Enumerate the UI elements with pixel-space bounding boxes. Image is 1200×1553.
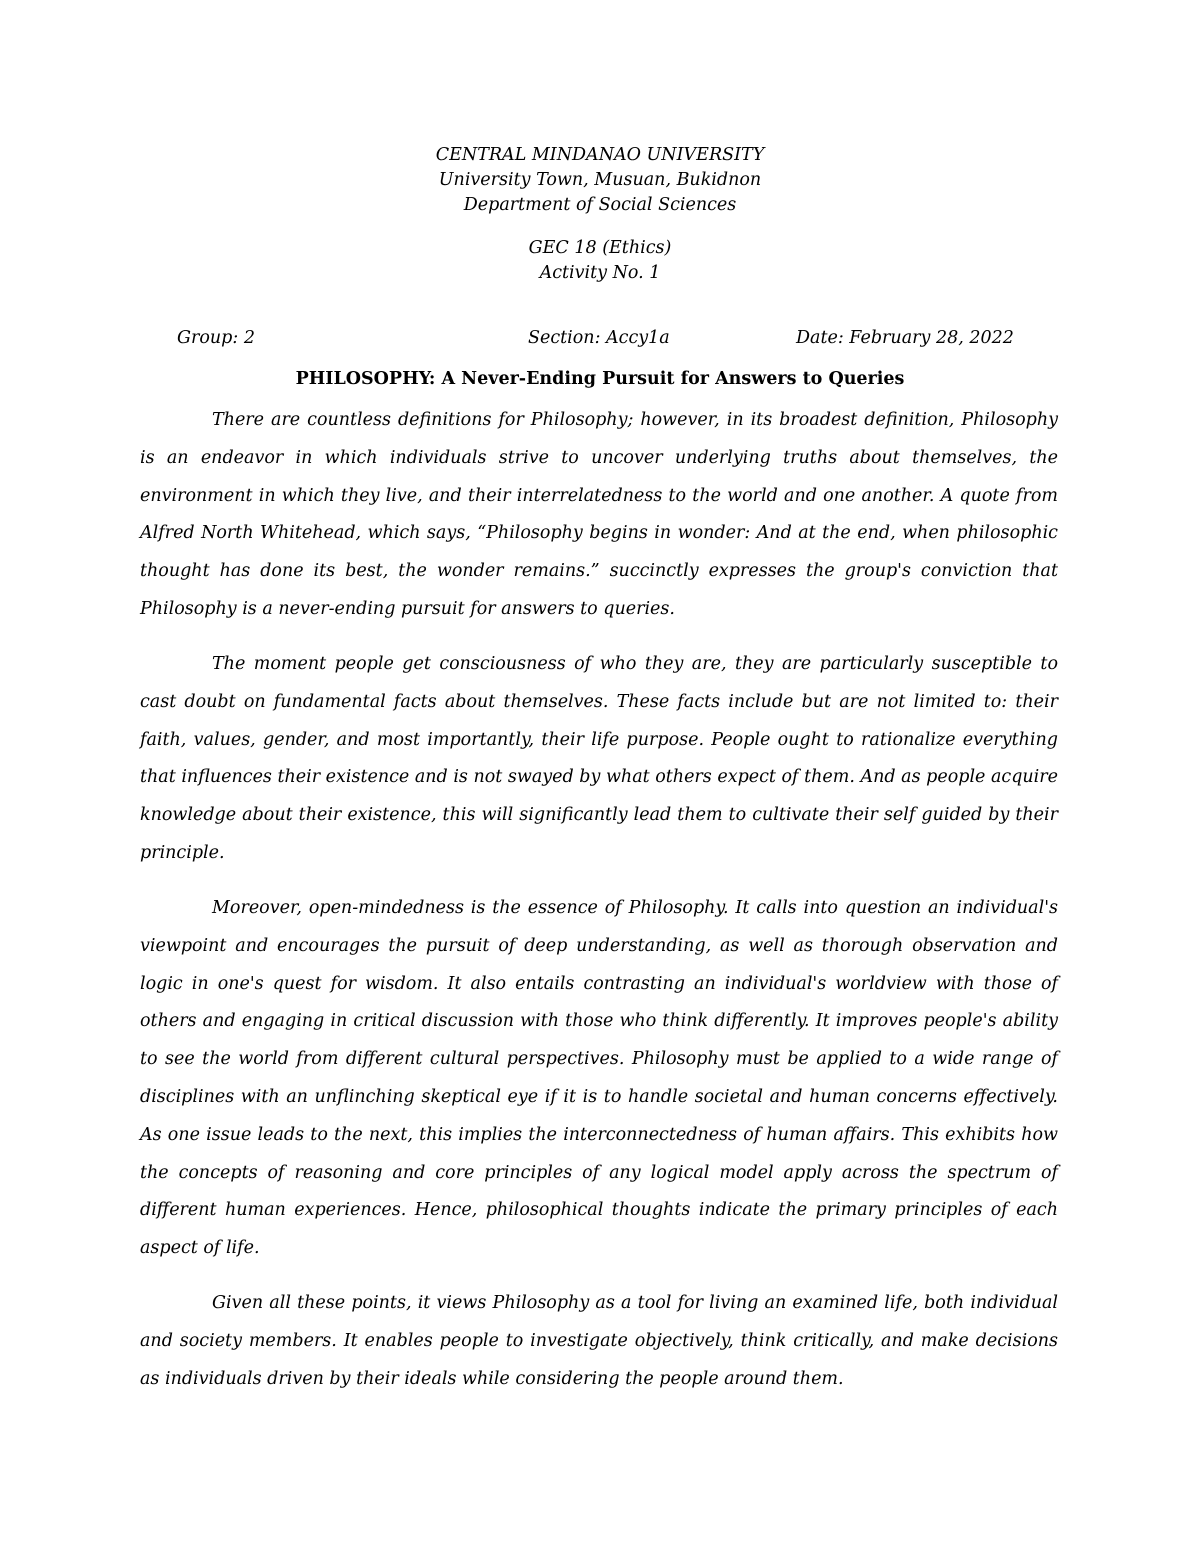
date-label: Date: February 28, 2022 xyxy=(796,328,1014,348)
university-address: University Town, Musuan, Bukidnon xyxy=(438,170,762,190)
paragraph-4: Given all these points, it views Philosophy as a tool for living an examined life, both individual and society members. It enables people to investigate objectively, think critically, and make decisions as individuals driven by their ideals while considering the people around them. xyxy=(140,1293,1058,1389)
document-header xyxy=(0,143,1200,218)
course-info xyxy=(0,236,1200,286)
paragraph-3: Moreover, open-mindedness is the essence of Philosophy. It calls into question an individual's viewpoint and encourages the pursuit of deep understanding, as well as thorough observation and logic in one's quest for wisdom. It also entails contrasting an individual's worldview with those of others and engaging in critical discussion with those who think differently. It improves people's ability to see the world from different cultural perspectives. Philosophy must be applied to a wide range of disciplines with an unflinching skeptical eye if it is to handle societal and human concerns effectively. As one issue leads to the next, this implies the interconnectedness of human affairs. This exhibits how the concepts of reasoning and core principles of any logical model apply across the spectrum of different human experiences. Hence, philosophical thoughts indicate the primary principles of each aspect of life. xyxy=(140,898,1058,1259)
course-code: GEC 18 (Ethics) xyxy=(528,238,672,258)
activity-number: Activity No. 1 xyxy=(539,263,661,283)
group-label: Group: 2 xyxy=(177,328,255,348)
essay-title: PHILOSOPHY: A Never-Ending Pursuit for Answers to Queries xyxy=(295,369,905,389)
paragraph-2: The moment people get consciousness of who they are, they are particularly susceptible to cast doubt on fundamental facts about themselves. These facts include but are not limited to: their faith, values, gender, and most importantly, their life purpose. People ought to rationalize everything that influences their existence and is not swayed by what others expect of them. And as people acquire knowledge about their existence, this will significantly lead them to cultivate their self guided by their principle. xyxy=(140,654,1058,863)
university-name: CENTRAL MINDANAO UNIVERSITY xyxy=(435,145,765,165)
department-name: Department of Social Sciences xyxy=(463,195,737,215)
paragraph-1: There are countless definitions for Philosophy; however, in its broadest definition, Philosophy is an endeavor in which individuals strive to uncover underlying truths about themselves, the environment in which they live, and their interrelatedness to the world and one another. A quote from Alfred North Whitehead, which says, “Philosophy begins in wonder: And at the end, when philosophic thought has done its best, the wonder remains.” succinctly expresses the group's conviction that Philosophy is a never-ending pursuit for answers to queries. xyxy=(140,410,1058,619)
section-label: Section: Accy1a xyxy=(528,328,670,348)
